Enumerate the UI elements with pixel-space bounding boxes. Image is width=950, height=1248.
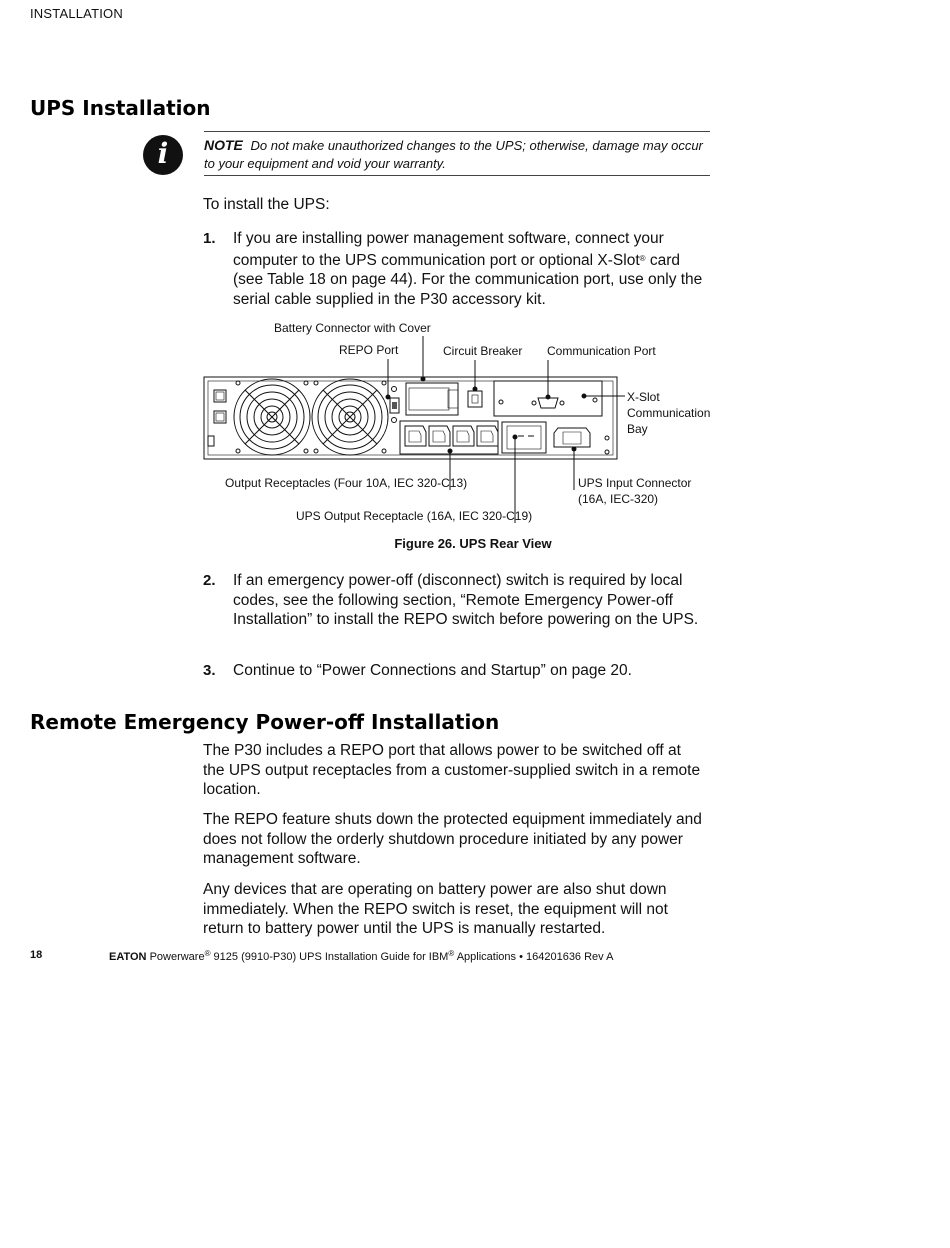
install-intro: To install the UPS: — [203, 196, 330, 213]
step-2-text: If an emergency power-off (disconnect) switch is required by local codes, see the following section, “Remote Emergency Power-off Installation” to install the REPO switch before powering on the UPS. — [233, 572, 699, 628]
ups-chassis — [204, 377, 617, 459]
running-head: INSTALLATION — [30, 6, 123, 21]
footer-brand: EATON — [109, 951, 147, 963]
footer-text — [109, 949, 613, 963]
page-number: 18 — [30, 949, 43, 961]
step-1-text-b: card (see Table 18 on page 44). For the communication port, use only the serial cable supplied in the P30 accessory kit. — [233, 251, 703, 308]
label-xslot-3: Bay — [627, 422, 648, 436]
label-ups-output-receptacle: UPS Output Receptacle (16A, IEC 320-C19) — [296, 509, 533, 523]
figure-caption: Figure 26. UPS Rear View — [394, 536, 552, 551]
label-output-receptacles: Output Receptacles (Four 10A, IEC 320-C13) — [225, 476, 468, 490]
registered-mark: ® — [204, 949, 211, 958]
ups-rear-view-diagram — [200, 318, 730, 530]
note-box — [204, 131, 710, 176]
repo-paragraph-1: The P30 includes a REPO port that allows power to be switched off at the UPS output receptacles from a customer-supplied switch in a remote location. — [203, 742, 701, 798]
label-communication-port: Communication Port — [547, 344, 656, 358]
footer-rest-a: 9125 (9910-P30) UPS Installation Guide for IBM — [210, 951, 449, 963]
label-xslot-1: X-Slot — [627, 390, 660, 404]
section-title-repo-installation: Remote Emergency Power-off Installation — [30, 710, 500, 734]
label-repo-port: REPO Port — [339, 343, 399, 357]
note-text — [204, 136, 704, 173]
step-2-number: 2. — [203, 572, 216, 589]
label-ups-input-1: UPS Input Connector — [578, 476, 692, 490]
label-xslot-2: Communication — [627, 406, 711, 420]
info-icon: i — [143, 135, 183, 175]
label-circuit-breaker: Circuit Breaker — [443, 344, 523, 358]
step-1-number: 1. — [203, 230, 216, 247]
repo-paragraph-2: The REPO feature shuts down the protected equipment immediately and does not follow the orderly shutdown procedure initiated by any power management software. — [203, 811, 702, 867]
registered-mark: ® — [448, 949, 455, 958]
step-1-text-a: If you are installing power management software, connect your computer to the UPS communication port or optional X-Slot — [233, 230, 664, 269]
repo-paragraph-3: Any devices that are operating on battery power are also shut down immediately. When the REPO switch is reset, the equipment will not return to battery power until the UPS is manually restarted. — [203, 881, 668, 937]
label-battery-connector: Battery Connector with Cover — [274, 321, 431, 335]
note-body: Do not make unauthorized changes to the UPS; otherwise, damage may occur to your equipment and void your warranty. — [204, 138, 703, 171]
note-label: NOTE — [204, 137, 243, 153]
section-title-ups-installation: UPS Installation — [30, 96, 211, 120]
label-ups-input-2: (16A, IEC-320) — [578, 492, 659, 506]
footer-product: Powerware — [149, 951, 205, 963]
step-1-text — [233, 229, 711, 309]
step-3-number: 3. — [203, 662, 216, 679]
footer-rest-b: Applications • 164201636 Rev A — [454, 951, 614, 963]
registered-mark: ® — [639, 253, 646, 263]
step-3-text: Continue to “Power Connections and Startup” on page 20. — [233, 662, 632, 679]
